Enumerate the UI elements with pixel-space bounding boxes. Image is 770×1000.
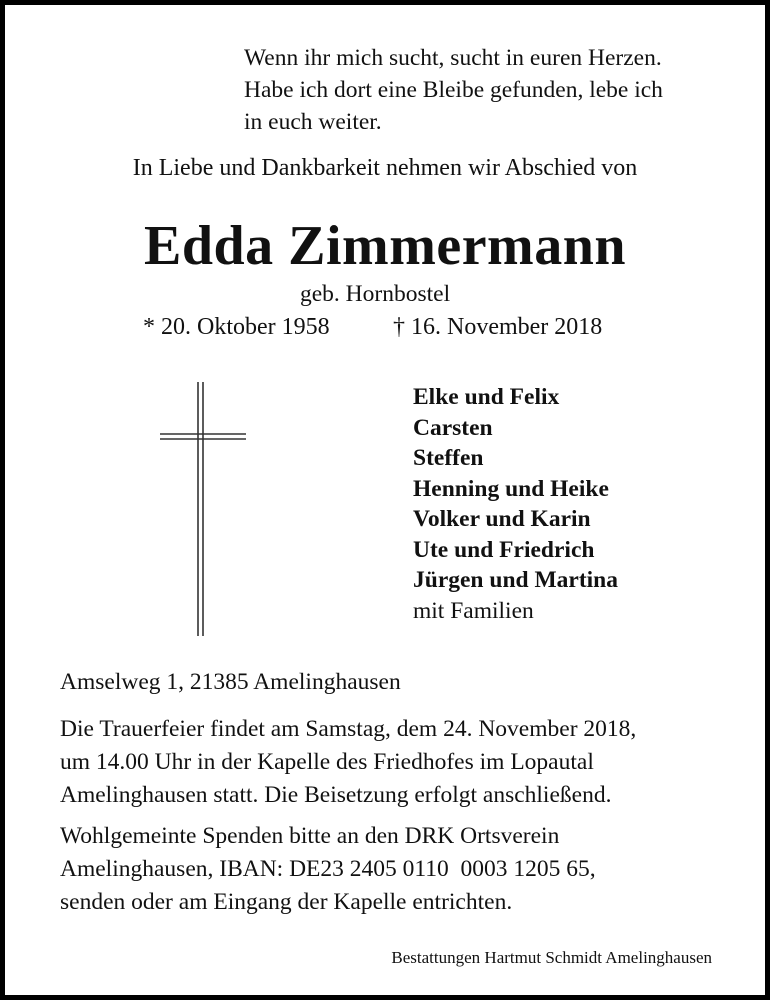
death-date: † 16. November 2018 xyxy=(393,314,603,340)
maiden-name: geb. Hornbostel xyxy=(300,281,451,307)
mourner-name: Henning und Heike xyxy=(413,475,609,502)
poem xyxy=(244,42,663,138)
mourners-suffix: mit Familien xyxy=(413,597,534,624)
cross-icon xyxy=(158,380,250,640)
intro-text: In Liebe und Dankbarkeit nehmen wir Abschied von xyxy=(132,155,638,181)
mourner-name: Carsten xyxy=(413,414,493,441)
address: Amselweg 1, 21385 Amelinghausen xyxy=(60,669,401,695)
poem-line: in euch weiter. xyxy=(244,109,382,135)
service-info xyxy=(60,713,636,812)
funeral-home: Bestattungen Hartmut Schmidt Amelinghausen xyxy=(391,948,712,967)
mourner-name: Ute und Friedrich xyxy=(413,536,595,563)
mourner-name: Volker und Karin xyxy=(413,506,591,532)
donation-line: senden oder am Eingang der Kapelle entrichten. xyxy=(60,889,513,915)
mourner-name: Jürgen und Martina xyxy=(413,567,618,593)
donation-info xyxy=(60,820,596,919)
donation-line: Wohlgemeinte Spenden bitte an den DRK Ortsverein xyxy=(60,823,560,849)
poem-line: Habe ich dort eine Bleibe gefunden, lebe ich xyxy=(244,77,663,103)
service-line: um 14.00 Uhr in der Kapelle des Friedhofes im Lopautal xyxy=(60,749,594,775)
poem-line: Wenn ihr mich sucht, sucht in euren Herzen. xyxy=(244,45,662,71)
mourner-name: Elke und Felix xyxy=(413,384,560,410)
donation-line: Amelinghausen, IBAN: DE23 2405 0110 0003 1205 65, xyxy=(60,856,596,882)
birth-date: * 20. Oktober 1958 xyxy=(143,314,330,340)
service-line: Amelinghausen statt. Die Beisetzung erfolgt anschließend. xyxy=(60,782,612,808)
deceased-name: Edda Zimmermann xyxy=(144,215,626,277)
service-line: Die Trauerfeier findet am Samstag, dem 24. November 2018, xyxy=(60,716,637,742)
mourners-list xyxy=(413,382,618,626)
mourner-name: Steffen xyxy=(413,445,484,471)
